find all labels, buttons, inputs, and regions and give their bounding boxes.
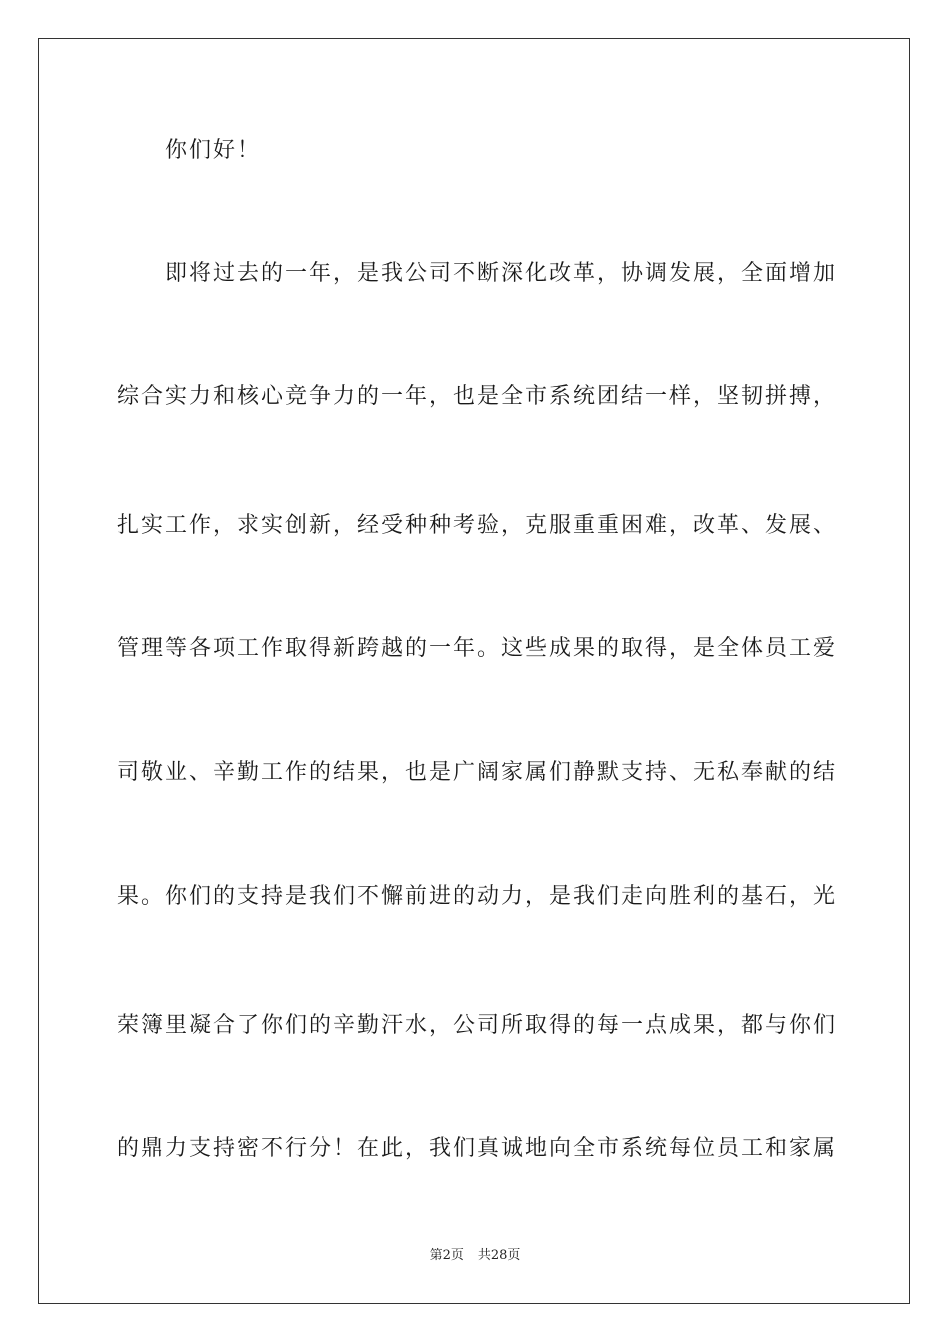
greeting-line: 你们好！ [165,138,262,163]
page-total: 共28页 [477,1248,521,1263]
paragraph-line-5: 司敬业、辛勤工作的结果，也是广阔家属们静默支持、无私奉献的结 [117,760,838,785]
paragraph-line-1: 即将过去的一年，是我公司不断深化改革，协调发展，全面增加 [165,261,838,286]
page-number: 第2页 [429,1248,464,1263]
paragraph-line-6: 果。你们的支持是我们不懈前进的动力，是我们走向胜利的基石，光 [117,884,838,909]
paragraph-line-2: 综合实力和核心竞争力的一年，也是全市系统团结一样，坚韧拼搏， [117,384,838,409]
paragraph-line-3: 扎实工作，求实创新，经受种种考验，克服重重困难，改革、发展、 [117,513,838,538]
paragraph-line-8: 的鼎力支持密不行分！在此，我们真诚地向全市系统每位员工和家属 [117,1136,838,1161]
page-border [38,38,910,1304]
page-footer [0,1248,950,1264]
paragraph-line-7: 荣簿里凝合了你们的辛勤汗水，公司所取得的每一点成果，都与你们 [117,1013,838,1038]
paragraph-line-4: 管理等各项工作取得新跨越的一年。这些成果的取得，是全体员工爱 [117,636,838,661]
